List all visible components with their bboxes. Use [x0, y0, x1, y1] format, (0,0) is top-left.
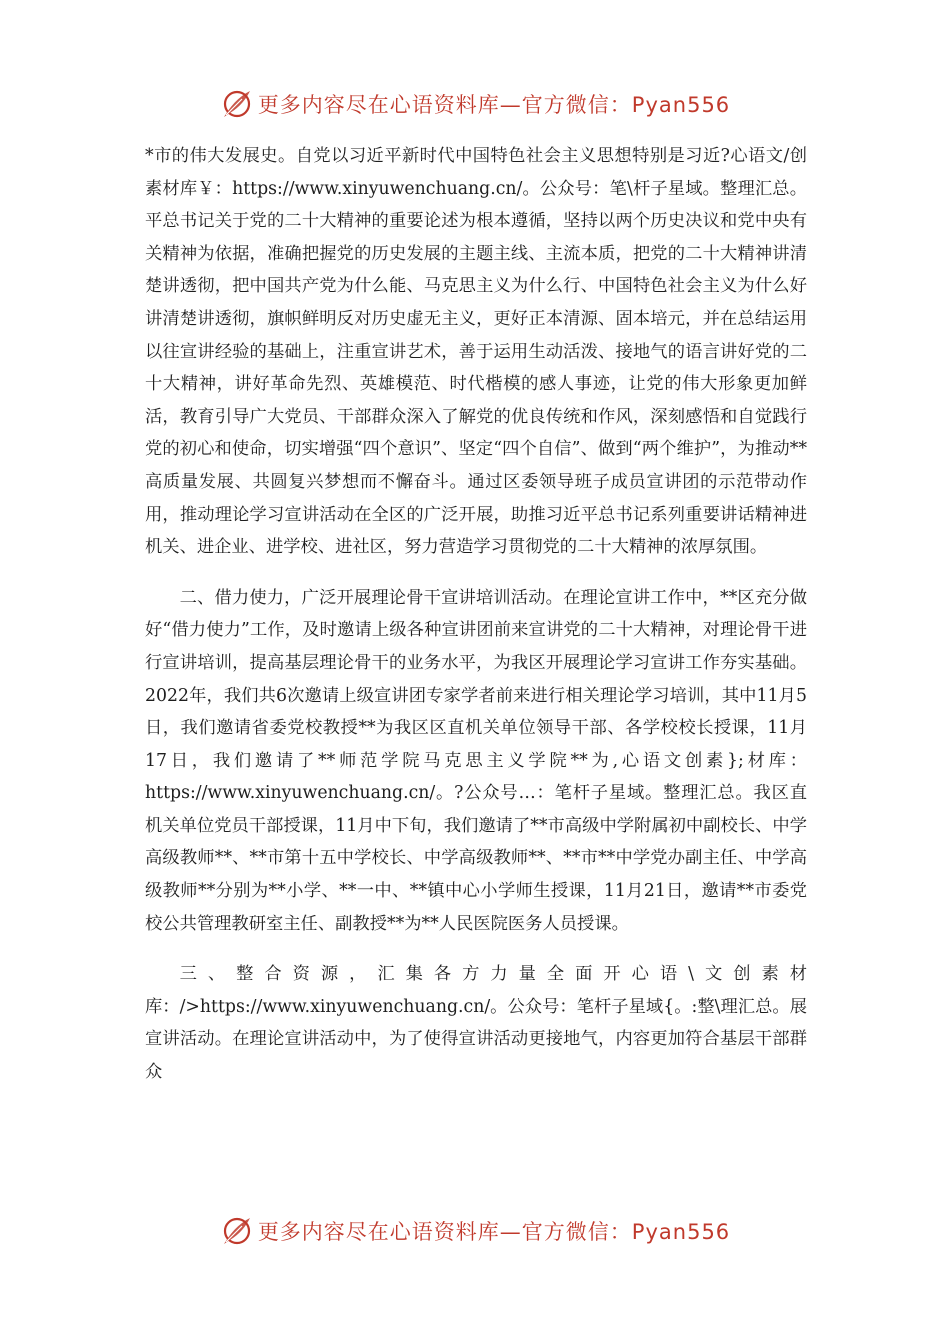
paragraph-continued: *市的伟大发展史。自党以习近平新时代中国特色社会主义思想特别是习近?心语文/创素材库￥：https://www.xinyuwenchuang.cn/。公众号：笔\杆子星域。整理汇总。平总书记关于党的二十大精神的重要论述为根本遵循，坚持以两个历史决议和党中央有关精神为依据，准确把握党的历史发展的主题主线、主流本质，把党的二十大精神讲清楚讲透彻，把中国共产党为什么能、马克思主义为什么行、中国特色社会主义为什么好讲清楚讲透彻，旗帜鲜明反对历史虚无主义，更好正本清源、固本培元，并在总结运用以往宣讲经验的基础上，注重宣讲艺术，善于运用生动活泼、接地气的语言讲好党的二十大精神，讲好革命先烈、英雄模范、时代楷模的感人事迹，让党的伟大形象更加鲜活，教育引导广大党员、干部群众深入了解党的优良传统和作风，深刻感悟和自觉践行党的初心和使命，切实增强“四个意识”、坚定“四个自信”、做到“两个维护”，为推动**高质量发展、共圆复兴梦想而不懈奋斗。通过区委领导班子成员宣讲团的示范带动作用，推动理论学习宣讲活动在全区的广泛开展，助推习近平总书记系列重要讲话精神进机关、进企业、进学校、进社区，努力营造学习贯彻党的二十大精神的浓厚氛围。	[145, 146, 807, 558]
feather-pen-logo-icon	[220, 1214, 254, 1248]
header-banner	[0, 84, 950, 124]
header-banner-text: 更多内容尽在心语资料库—官方微信：Pyan556	[257, 93, 731, 117]
footer-banner	[0, 1211, 950, 1251]
paragraph-section-two: 二、借力使力，广泛开展理论骨干宣讲培训活动。在理论宣讲工作中，**区充分做好“借力使力”工作，及时邀请上级各种宣讲团前来宣讲党的二十大精神，对理论骨干进行宣讲培训，提高基层理论骨干的业务水平，为我区开展理论学习宣讲工作夯实基础。2022年，我们共6次邀请上级宣讲团专家学者前来进行相关理论学习培训，其中11月5日，我们邀请省委党校教授**为我区区直机关单位领导干部、各学校校长授课，11月17日，我们邀请了**师范学院马克思主义学院**为,心语文创素};材库：https://www.xinyuwenchuang.cn/。?公众号…：笔杆子星域。整理汇总。我区直机关单位党员干部授课，11月中下旬，我们邀请了**市高级中学附属初中副校长、中学高级教师**、**市第十五中学校长、中学高级教师**、**市**中学党办副主任、中学高级教师**分别为**小学、**一中、**镇中心小学师生授课，11月21日，邀请**市委党校公共管理教研室主任、副教授**为**人民医院医务人员授课。	[145, 587, 807, 934]
paragraph-section-three: 三、整合资源，汇集各方力量全面开心语\文创素材库：/>https://www.xinyuwenchuang.cn/。公众号：笔杆子星域{。:整\理汇总。展宣讲活动。在理论宣讲活动中，为了使得宣讲活动更接地气，内容更加符合基层干部群众	[145, 964, 807, 1083]
document-body	[145, 140, 807, 1089]
feather-pen-logo-icon	[220, 87, 254, 121]
footer-banner-text: 更多内容尽在心语资料库—官方微信：Pyan556	[257, 1220, 731, 1244]
